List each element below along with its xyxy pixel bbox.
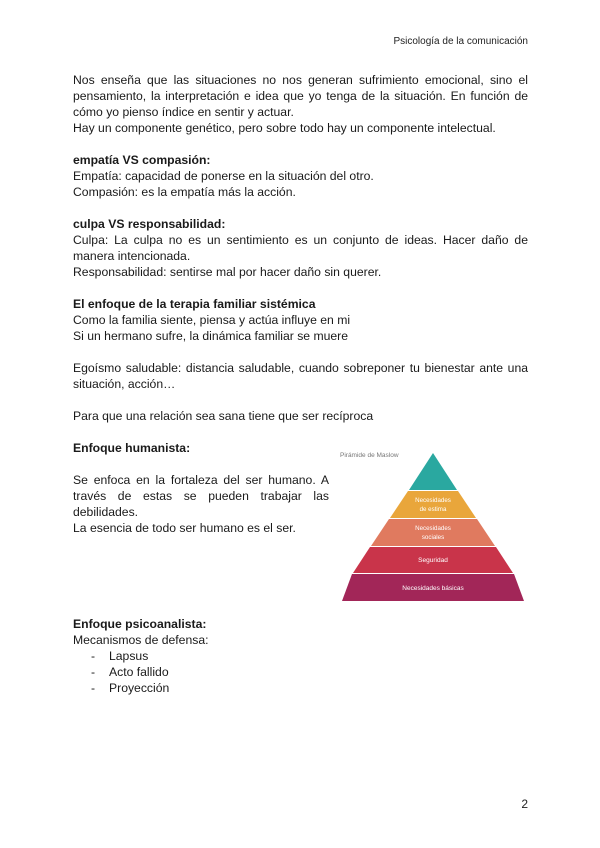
page-number: 2 <box>521 797 528 811</box>
pyramid-level-estima <box>390 491 476 518</box>
pyramid-title: Pirámide de Maslow <box>340 452 399 459</box>
intro-paragraph: Nos enseña que las situaciones no nos generan sufrimiento emocional, sino el pensamiento, la interpretación e idea que yo tenga de la situación. En función de cómo yo pienso índice en sentir y actuar. <box>73 73 528 119</box>
sistemica-line: Si un hermano sufre, la dinámica familiar se muere <box>73 329 349 343</box>
page-header: Psicología de la comunicación <box>393 36 528 47</box>
section-heading-culpa: culpa VS responsabilidad: <box>73 217 226 231</box>
maslow-pyramid-figure <box>338 448 528 606</box>
section-heading-psicoanalista: Enfoque psicoanalista: <box>73 617 207 631</box>
humanista-paragraph-2: La esencia de todo ser humano es el ser. <box>73 521 296 535</box>
humanista-paragraph: Se enfoca en la fortaleza del ser humano. A través de estas se pueden trabajar las debilidades. <box>73 473 329 519</box>
section-heading-sistemica: El enfoque de la terapia familiar sistémica <box>73 297 316 311</box>
pyramid-label-basicas: Necesidades básicas <box>402 585 464 592</box>
culpa-line: Culpa: La culpa no es un sentimiento es un conjunto de ideas. Hacer daño de manera intencionada. <box>73 233 528 263</box>
intro-paragraph-2: Hay un componente genético, pero sobre todo hay un componente intelectual. <box>73 121 496 135</box>
list-item: - Proyección <box>91 681 170 695</box>
egoismo-paragraph: Egoísmo saludable: distancia saludable, cuando sobreponer tu bienestar ante una situación, acción… <box>73 361 528 391</box>
pyramid-level-sociales <box>371 519 495 546</box>
pyramid-label-seguridad: Seguridad <box>418 557 448 564</box>
svg-text:de estima: de estima <box>419 506 447 513</box>
section-heading-empatia: empatía VS compasión: <box>73 153 211 167</box>
section-heading-humanista: Enfoque humanista: <box>73 441 191 455</box>
list-item: - Lapsus <box>91 649 149 663</box>
list-item: - Acto fallido <box>91 665 169 679</box>
relacion-paragraph: Para que una relación sea sana tiene que ser recíproca <box>73 409 374 423</box>
sistemica-line: Como la familia siente, piensa y actúa influye en mi <box>73 313 351 327</box>
psicoanalista-intro: Mecanismos de defensa: <box>73 633 209 647</box>
defense-mechanisms-list <box>73 648 528 696</box>
pyramid-level-top <box>409 453 457 490</box>
pyramid-label-estima: Necesidades <box>415 497 451 504</box>
svg-text:sociales: sociales <box>421 534 445 541</box>
empatia-line: Empatía: capacidad de ponerse en la situación del otro. <box>73 169 374 183</box>
compasion-line: Compasión: es la empatía más la acción. <box>73 185 296 199</box>
responsabilidad-line: Responsabilidad: sentirse mal por hacer daño sin querer. <box>73 265 382 279</box>
pyramid-label-sociales: Necesidades <box>415 525 451 532</box>
